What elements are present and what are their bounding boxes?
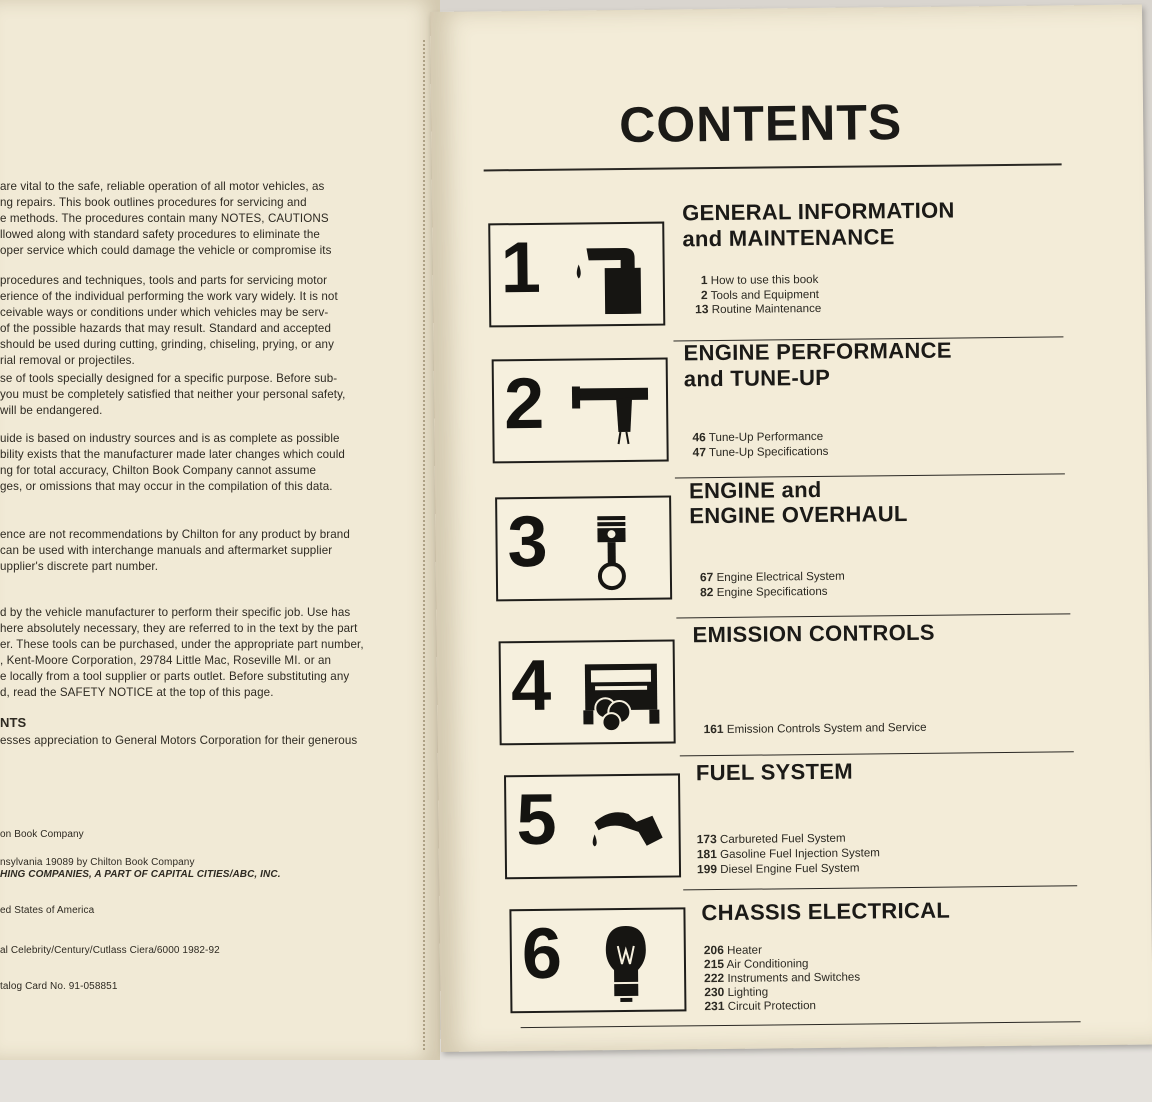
section-rule bbox=[683, 885, 1077, 890]
toc-entry[interactable] bbox=[700, 569, 845, 585]
left-text-line: uide is based on industry sources and is as complete as possible bbox=[0, 432, 340, 445]
left-text-line: er. These tools can be purchased, under the appropriate part number, bbox=[0, 638, 364, 651]
left-text-line: d, read the SAFETY NOTICE at the top of this page. bbox=[0, 686, 274, 699]
section-2-box bbox=[492, 358, 669, 464]
left-text-line: llowed along with standard safety procedures to eliminate the bbox=[0, 228, 320, 241]
toc-page: 215 bbox=[703, 956, 725, 972]
toc-text: Gasoline Fuel Injection System bbox=[720, 846, 880, 862]
section-title: CHASSIS ELECTRICAL bbox=[701, 897, 951, 926]
fuel-nozzle-icon bbox=[580, 786, 673, 867]
bottom-rule bbox=[521, 1021, 1081, 1028]
left-text-line: bility exists that the manufacturer made later changes which could bbox=[0, 448, 345, 461]
left-text-line: ng for total accuracy, Chilton Book Company cannot assume bbox=[0, 464, 317, 477]
toc-entry[interactable] bbox=[703, 720, 926, 736]
left-text-line: ng repairs. This book outlines procedures for servicing and bbox=[0, 196, 307, 209]
section-number: 5 bbox=[516, 779, 557, 861]
section-3-box bbox=[495, 496, 672, 602]
toc-page: 67 bbox=[699, 570, 714, 585]
toc-page: 82 bbox=[700, 585, 714, 600]
left-text-line: talog Card No. 91-058851 bbox=[0, 981, 118, 992]
left-text-line: ence are not recommendations by Chilton for any product by brand bbox=[0, 528, 350, 541]
oil-can-icon bbox=[564, 234, 655, 315]
left-text-line: e methods. The procedures contain many NOTES, CAUTIONS bbox=[0, 212, 329, 225]
left-text-line: here absolutely necessary, they are referred to in the text by the part bbox=[0, 622, 358, 635]
left-text-line: can be used with interchange manuals and aftermarket supplier bbox=[0, 544, 333, 557]
section-5-box bbox=[504, 773, 681, 879]
toc-text: Heater bbox=[727, 943, 762, 957]
section-number: 6 bbox=[521, 913, 563, 995]
section-number: 3 bbox=[507, 501, 549, 583]
toc-entry[interactable] bbox=[695, 301, 821, 316]
toc-page: 173 bbox=[696, 832, 717, 847]
toc-text: Engine Electrical System bbox=[716, 569, 845, 585]
right-page bbox=[430, 5, 1152, 1052]
toc-text: Instruments and Switches bbox=[727, 970, 861, 985]
left-text-line: ceivable ways or conditions under which vehicles may be serv- bbox=[0, 306, 329, 319]
section-title: EMISSION CONTROLS bbox=[692, 619, 935, 648]
toc-text: Carbureted Fuel System bbox=[719, 831, 846, 847]
toc-text: Tune-Up Performance bbox=[708, 429, 824, 445]
page-title: CONTENTS bbox=[618, 94, 903, 154]
left-text-line: al Celebrity/Century/Cutlass Ciera/6000 1982-92 bbox=[0, 945, 220, 956]
toc-entry[interactable] bbox=[697, 831, 846, 847]
section-title: GENERAL INFORMATION bbox=[681, 197, 955, 226]
left-text-line: d by the vehicle manufacturer to perform their specific job. Use has bbox=[0, 606, 351, 619]
left-text-line: se of tools specially designed for a specific purpose. Before sub- bbox=[0, 372, 338, 385]
left-text-line: of the possible hazards that may result. Standard and accepted bbox=[0, 322, 332, 335]
section-number: 1 bbox=[500, 227, 542, 309]
left-text-line: e locally from a tool supplier or parts outlet. Before substituting any bbox=[0, 670, 350, 683]
toc-entry[interactable] bbox=[701, 272, 819, 287]
left-text-line: oper service which could damage the vehicle or compromise its bbox=[0, 244, 332, 257]
toc-page: 199 bbox=[696, 862, 718, 877]
toc-entry[interactable] bbox=[704, 956, 809, 971]
toc-text: Tune-Up Specifications bbox=[708, 444, 829, 460]
toc-entry[interactable] bbox=[704, 985, 768, 1000]
toc-entry[interactable] bbox=[704, 998, 816, 1013]
toc-text: Routine Maintenance bbox=[711, 301, 822, 317]
title-rule bbox=[484, 163, 1062, 171]
left-heading: NTS bbox=[0, 715, 27, 730]
toc-text: Diesel Engine Fuel System bbox=[720, 861, 860, 877]
piston-icon bbox=[571, 508, 662, 595]
left-text-line: ges, or omissions that may occur in the compilation of this data. bbox=[0, 480, 333, 493]
toc-entry[interactable] bbox=[697, 861, 860, 877]
toc-entry[interactable] bbox=[692, 429, 823, 444]
toc-page: 2 bbox=[700, 288, 708, 303]
section-title: FUEL SYSTEM bbox=[695, 758, 854, 786]
section-number: 4 bbox=[510, 645, 552, 727]
toc-text: Lighting bbox=[727, 985, 769, 999]
left-text-line: procedures and techniques, tools and parts for servicing motor bbox=[0, 274, 328, 287]
toc-entry[interactable] bbox=[693, 444, 829, 459]
left-text-line: esses appreciation to General Motors Corporation for their generous bbox=[0, 734, 358, 747]
toc-page: 222 bbox=[704, 970, 725, 986]
left-text-line: are vital to the safe, reliable operation of all motor vehicles, as bbox=[0, 180, 325, 193]
left-text-line: will be endangered. bbox=[0, 404, 103, 417]
section-title: ENGINE OVERHAUL bbox=[689, 501, 908, 529]
toc-text: Circuit Protection bbox=[727, 999, 817, 1013]
toc-text: Engine Specifications bbox=[716, 584, 828, 600]
section-number: 2 bbox=[503, 363, 545, 445]
toc-page: 1 bbox=[700, 273, 708, 288]
toc-entry[interactable] bbox=[700, 584, 828, 599]
toc-text: Tools and Equipment bbox=[710, 287, 820, 303]
toc-entry[interactable] bbox=[697, 845, 880, 861]
toc-page: 161 bbox=[703, 721, 724, 737]
left-text-line: upplier's discrete part number. bbox=[0, 560, 159, 573]
toc-page: 230 bbox=[704, 984, 725, 1000]
car-exhaust-icon bbox=[575, 652, 668, 737]
section-title: ENGINE PERFORMANCE bbox=[683, 337, 952, 366]
toc-text: Emission Controls System and Service bbox=[726, 720, 927, 736]
timing-light-icon bbox=[568, 370, 659, 451]
left-page bbox=[0, 0, 440, 1060]
left-text-line: HING COMPANIES, A PART OF CAPITAL CITIES/ABC, INC. bbox=[0, 869, 281, 880]
section-6-box bbox=[509, 907, 686, 1013]
left-text-line: should be used during cutting, grinding, chiseling, prying, or any bbox=[0, 338, 335, 351]
toc-entry[interactable] bbox=[704, 970, 860, 986]
toc-page: 46 bbox=[692, 430, 706, 445]
section-title: and MAINTENANCE bbox=[682, 224, 895, 252]
left-text-line: rial removal or projectiles. bbox=[0, 354, 135, 367]
toc-page: 47 bbox=[692, 445, 707, 460]
toc-entry[interactable] bbox=[701, 287, 819, 302]
section-title: ENGINE and bbox=[688, 476, 822, 504]
section-4-box bbox=[499, 639, 676, 745]
section-rule bbox=[680, 751, 1074, 756]
left-text-line: on Book Company bbox=[0, 829, 84, 840]
light-bulb-icon bbox=[586, 919, 677, 1006]
toc-text: Air Conditioning bbox=[726, 957, 809, 971]
toc-page: 231 bbox=[704, 998, 725, 1014]
toc-page: 13 bbox=[695, 302, 709, 317]
left-text-line: ed States of America bbox=[0, 905, 95, 916]
left-text-line: nsylvania 19089 by Chilton Book Company bbox=[0, 857, 195, 868]
section-title: and TUNE-UP bbox=[683, 364, 831, 392]
toc-text: How to use this book bbox=[710, 272, 819, 288]
toc-page: 206 bbox=[703, 942, 724, 958]
left-text-line: , Kent-Moore Corporation, 29784 Little Mac, Roseville MI. or an bbox=[0, 654, 332, 667]
left-text-line: erience of the individual performing the work vary widely. It is not bbox=[0, 290, 338, 303]
section-1-box bbox=[488, 222, 665, 328]
toc-entry[interactable] bbox=[704, 943, 762, 958]
left-text-line: you must be completely satisfied that neither your personal safety, bbox=[0, 388, 346, 401]
toc-page: 181 bbox=[696, 847, 717, 862]
section-rule bbox=[676, 613, 1070, 618]
